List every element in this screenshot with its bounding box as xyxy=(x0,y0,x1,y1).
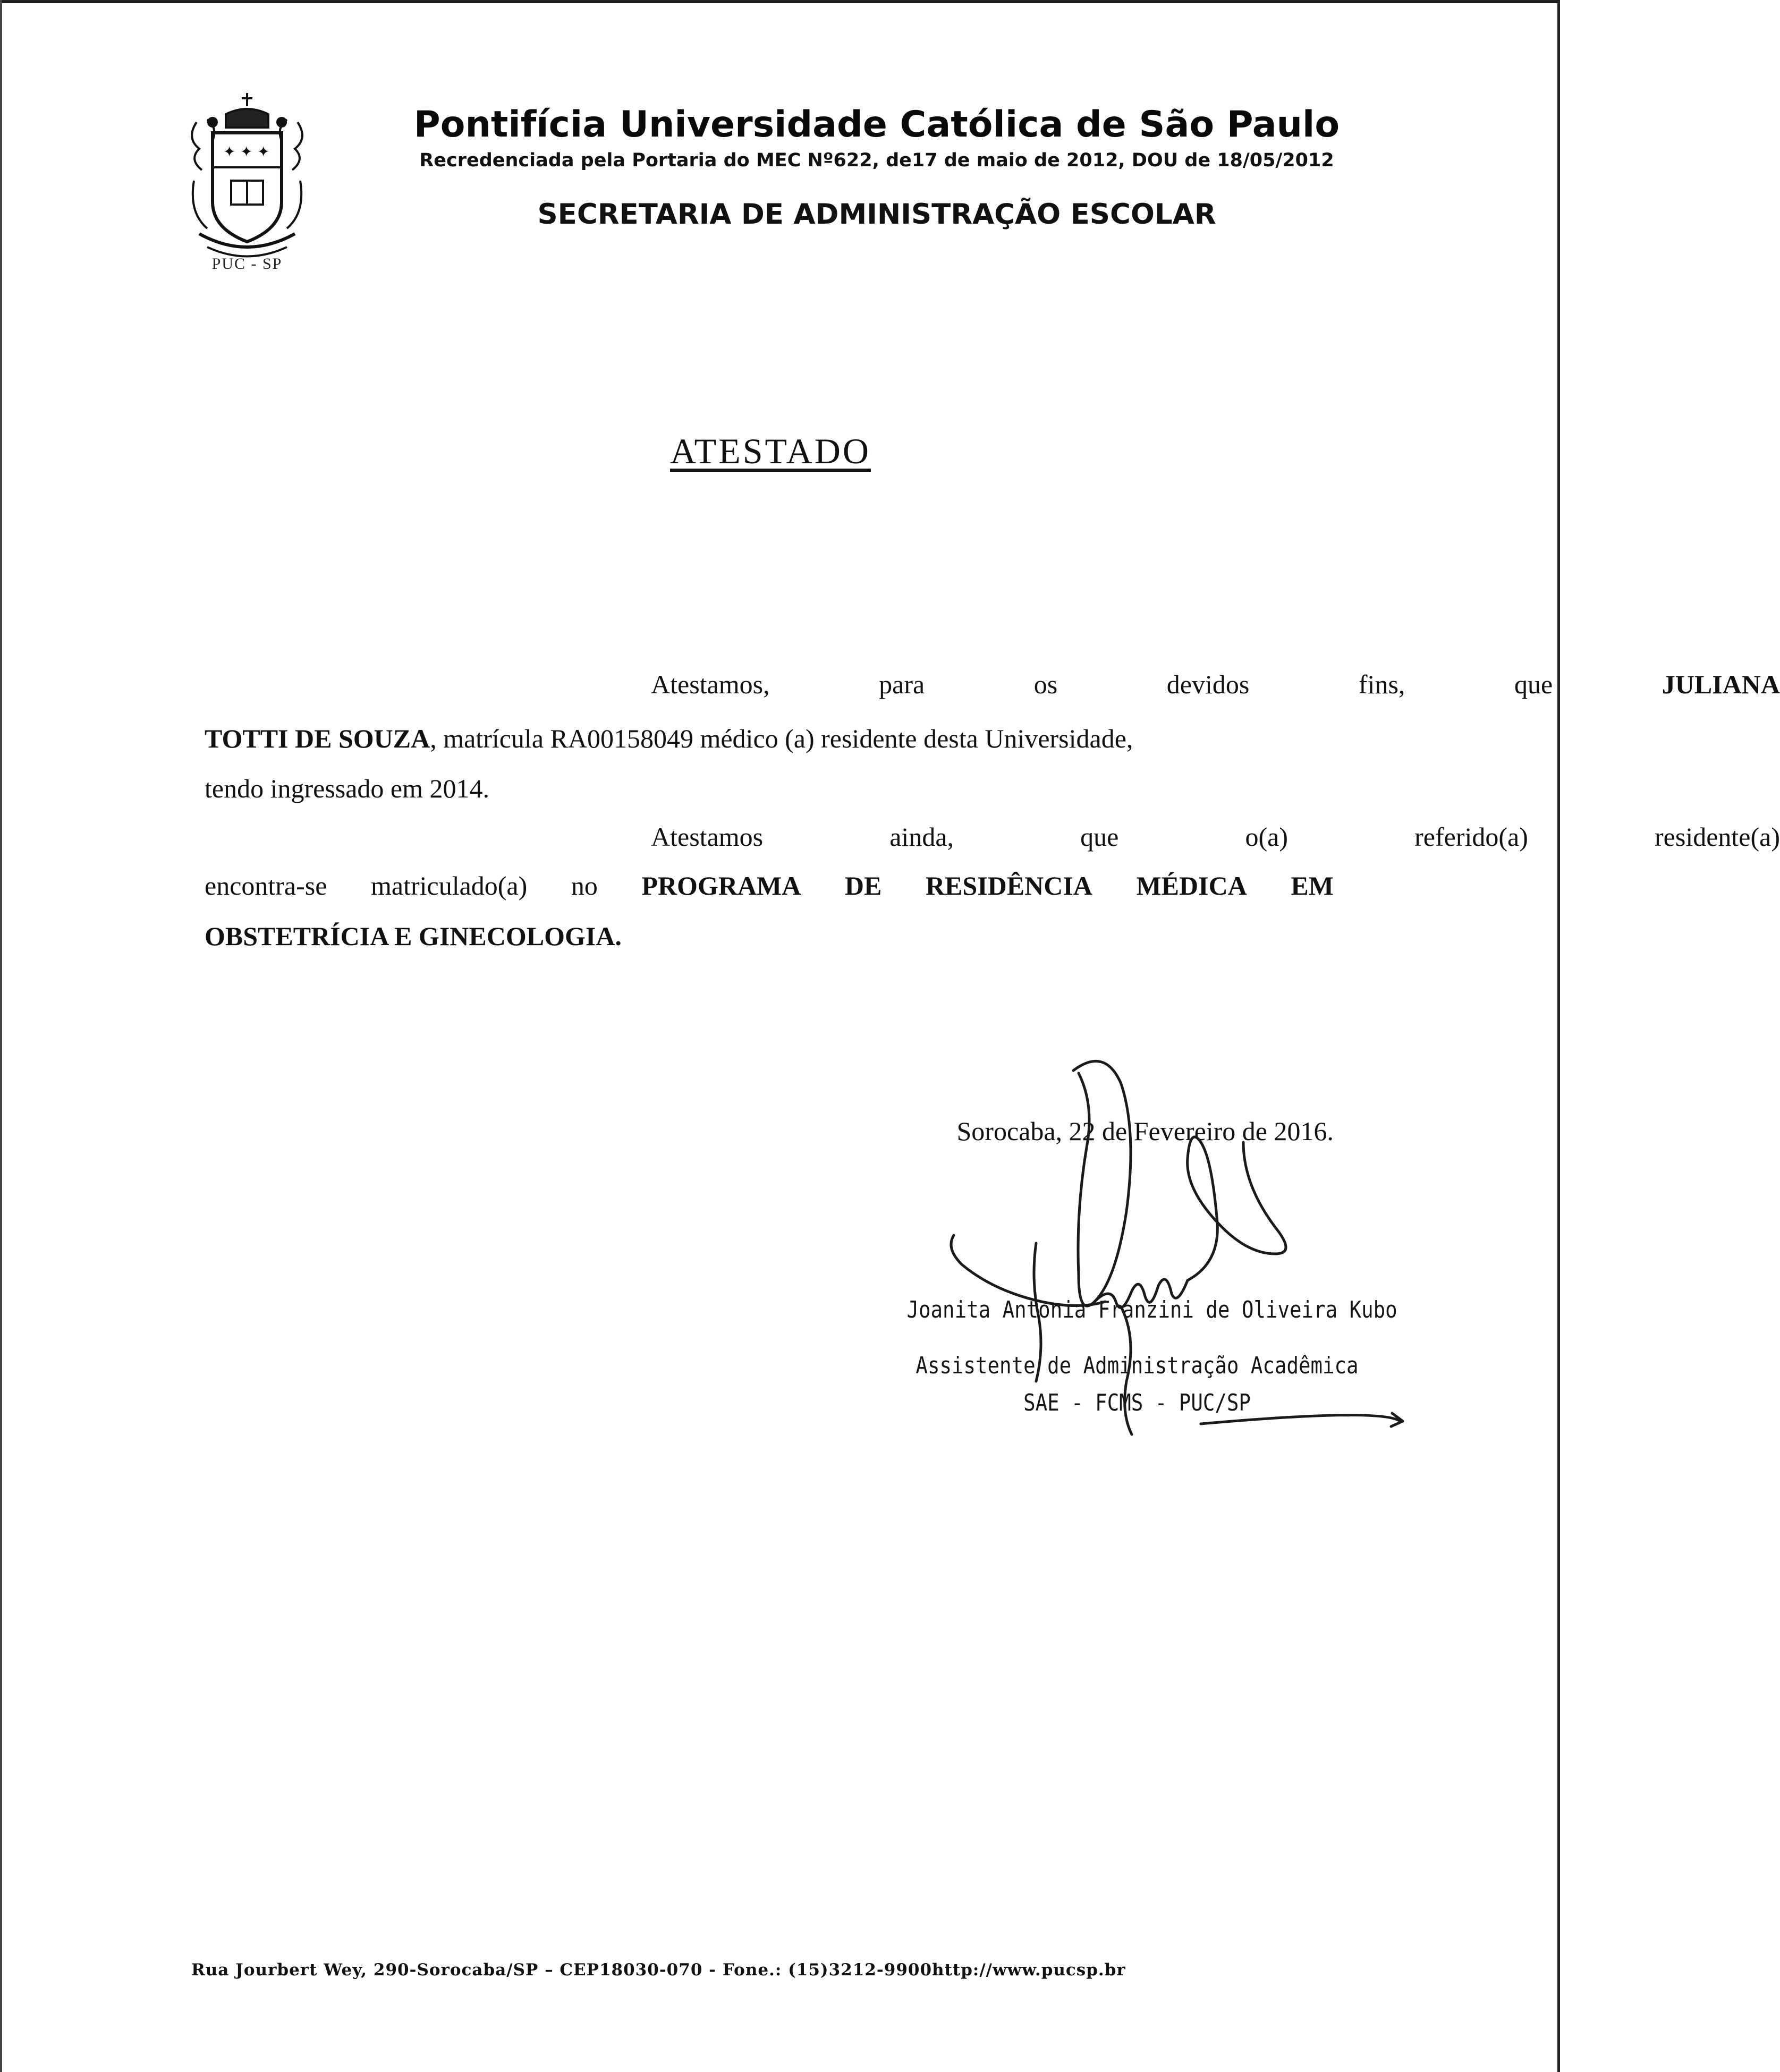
scan-edge-right xyxy=(1557,0,1560,2072)
word: os xyxy=(1033,669,1058,699)
student-first-name: JULIANA xyxy=(1662,669,1780,699)
svg-text:✦: ✦ xyxy=(223,143,236,160)
scan-edge-left xyxy=(0,0,2,2072)
document-title: ATESTADO xyxy=(670,431,871,471)
scan-edge-top xyxy=(0,0,1560,3)
word: encontra-se xyxy=(205,871,327,901)
paragraph2-line1 xyxy=(205,821,1780,853)
university-crest-logo xyxy=(175,90,319,282)
handwritten-signature xyxy=(903,1052,1408,1466)
word: para xyxy=(879,669,925,699)
word: ainda, xyxy=(889,822,954,852)
word: matriculado(a) xyxy=(370,871,528,901)
svg-text:✦: ✦ xyxy=(240,143,253,160)
date-line: Sorocaba, 22 de Fevereiro de 2016. xyxy=(956,1116,1334,1146)
signatory-name: Joanita Antonia Franzini de Oliveira Kubo xyxy=(906,1296,1397,1323)
footer-address: Rua Jourbert Wey, 290-Sorocaba/SP – CEP18030-070 - Fone.: (15)3212-9900http://www.pucsp.br xyxy=(191,1960,1126,1980)
word: o(a) xyxy=(1245,822,1288,852)
word: residente(a) xyxy=(1655,822,1780,852)
word: no xyxy=(571,871,598,901)
paragraph2-line2 xyxy=(205,870,1334,902)
word: RESIDÊNCIA xyxy=(925,871,1092,901)
accreditation-line: Recredenciada pela Portaria do MEC Nº622, de17 de maio de 2012, DOU de 18/05/2012 xyxy=(419,150,1334,171)
word: EM xyxy=(1291,871,1334,901)
word: referido(a) xyxy=(1414,822,1528,852)
paragraph1-line1 xyxy=(205,668,1780,700)
signatory-unit: SAE - FCMS - PUC/SP xyxy=(1023,1389,1251,1416)
crest-label: PUC - SP xyxy=(211,255,283,273)
paragraph1-line3: tendo ingressado em 2014. xyxy=(205,774,490,803)
letterhead xyxy=(319,104,1435,233)
word: Atestamos, xyxy=(651,669,770,699)
svg-text:✦: ✦ xyxy=(257,143,270,160)
word: que xyxy=(1080,822,1119,852)
signatory-role: Assistente de Administração Acadêmica xyxy=(916,1352,1359,1379)
word: Atestamos xyxy=(651,822,764,852)
word: devidos xyxy=(1166,669,1250,699)
university-name: Pontifícia Universidade Católica de São Paulo xyxy=(413,104,1340,146)
department-name: SECRETARIA DE ADMINISTRAÇÃO ESCOLAR xyxy=(537,198,1216,231)
word: MÉDICA xyxy=(1136,871,1247,901)
enrollment-text: , matrícula RA00158049 médico (a) residente desta Universidade, xyxy=(430,724,1133,753)
word: PROGRAMA xyxy=(641,871,801,901)
paragraph1-line2 xyxy=(205,723,1334,754)
word: fins, xyxy=(1358,669,1405,699)
program-name-line3: OBSTETRÍCIA E GINECOLOGIA. xyxy=(205,921,622,951)
student-surname: TOTTI DE SOUZA xyxy=(205,724,430,753)
word: que xyxy=(1514,669,1553,699)
word: DE xyxy=(844,871,882,901)
